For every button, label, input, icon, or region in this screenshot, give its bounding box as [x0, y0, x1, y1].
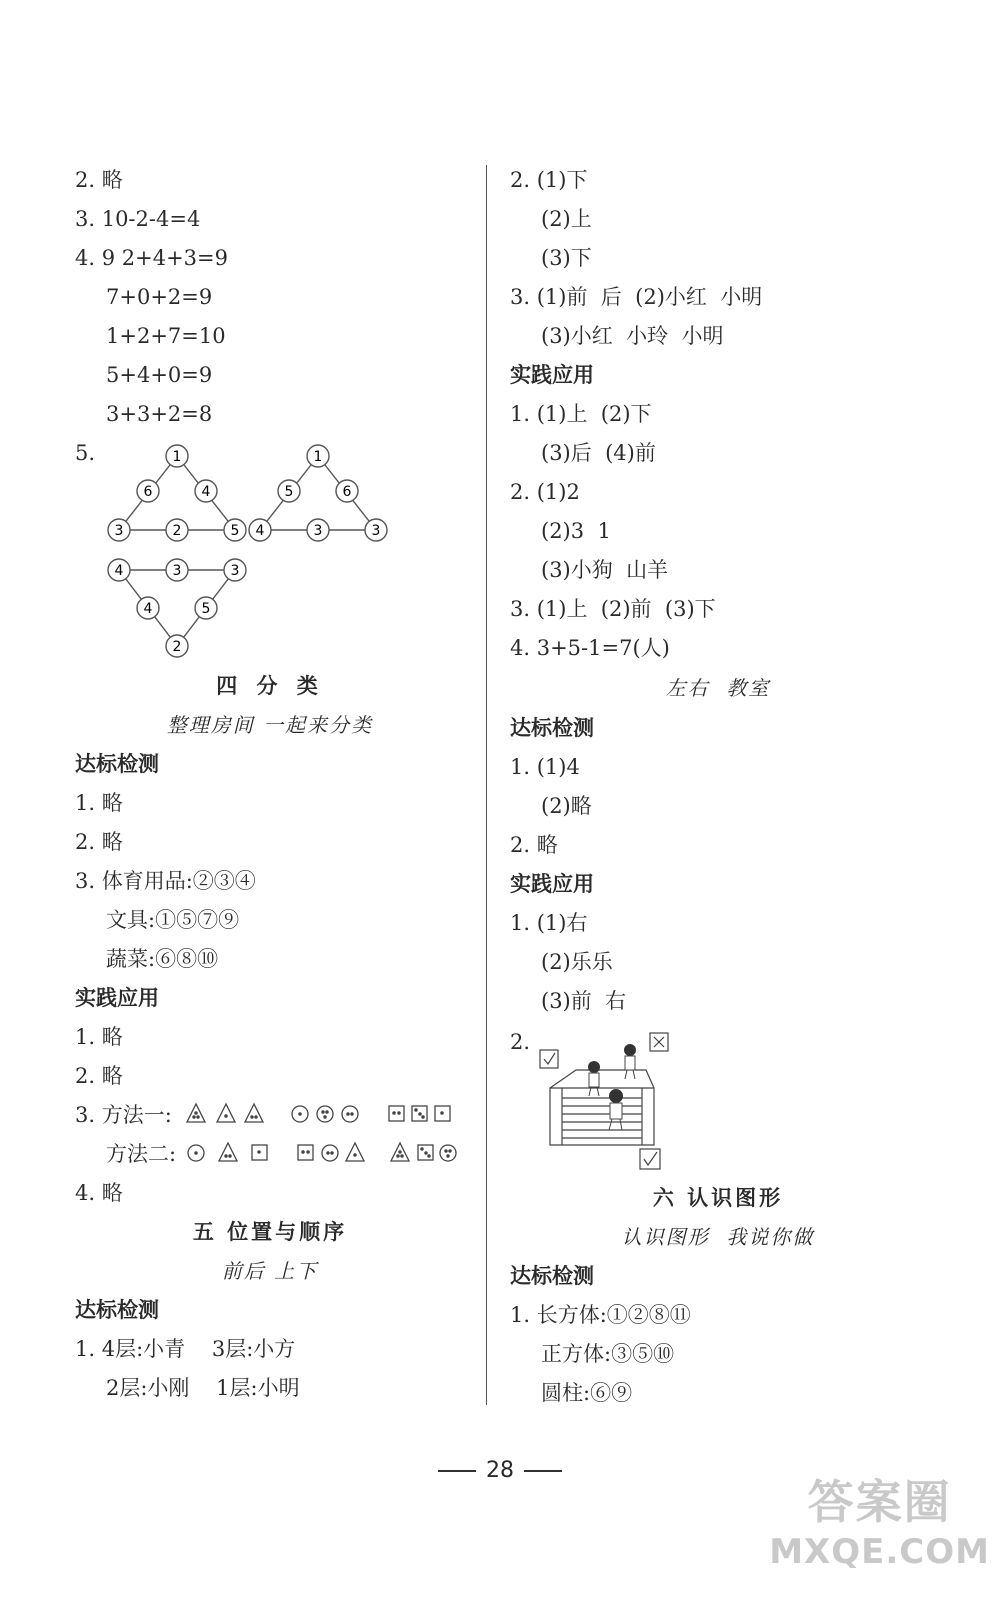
svg-text:3: 3 [313, 523, 323, 539]
circle-dot-icon [342, 1106, 358, 1122]
triangle-dot-icon [217, 1104, 235, 1122]
number-node [166, 635, 188, 657]
lesson-title: 左右 教室 [665, 676, 771, 700]
triangle-3 [108, 559, 246, 657]
section-heading: 实践应用 [510, 872, 594, 896]
number-node [108, 519, 130, 541]
svg-text:4: 4 [114, 563, 124, 579]
column-divider [486, 165, 487, 1405]
section-heading: 实践应用 [75, 986, 159, 1010]
footer-dash [524, 1470, 562, 1472]
answer-line: 1. 长方体:①②⑧⑪ [510, 1303, 691, 1327]
number-node [307, 445, 329, 467]
triangle-dot-icon [219, 1143, 237, 1161]
answer-line: 2. 略 [75, 830, 123, 854]
answer-line: 2. [510, 1030, 531, 1054]
number-node [336, 480, 358, 502]
svg-text:6: 6 [342, 484, 352, 500]
number-node [137, 480, 159, 502]
answer-line: (3)小红 小玲 小明 [541, 324, 724, 348]
child-figure [624, 1044, 636, 1079]
child-figure [588, 1061, 600, 1096]
shape-groups-method-2 [186, 1139, 461, 1169]
number-node [224, 519, 246, 541]
svg-text:5: 5 [201, 601, 211, 617]
answer-line: (2)略 [541, 794, 592, 818]
number-node [307, 519, 329, 541]
watermark-url: MXQE.COM [769, 1532, 990, 1572]
triangle-dots-icon [187, 1104, 205, 1122]
circle-dot-icon [292, 1106, 308, 1122]
section-heading: 达标检测 [75, 752, 159, 776]
circle-dot-icon [440, 1145, 456, 1161]
answer-line: 1. 略 [75, 1025, 123, 1049]
footer-dash [438, 1470, 476, 1472]
answer-line: (2)乐乐 [541, 950, 613, 974]
square-dot-icon [412, 1106, 427, 1121]
page-number: 28 [486, 1458, 514, 1483]
chapter-title: 四 分 类 [216, 674, 324, 698]
svg-text:4: 4 [201, 484, 211, 500]
answer-line: 1+2+7=10 [106, 324, 226, 348]
triangle-2 [249, 445, 387, 541]
answer-line: (3)小狗 山羊 [541, 558, 669, 582]
number-node [166, 445, 188, 467]
circle-dot-icon [317, 1106, 333, 1122]
square-dot-icon [418, 1145, 433, 1160]
left-column [0, 0, 460, 1600]
answer-line: 3. (1)前 后 (2)小红 小明 [510, 285, 763, 309]
answer-line: 方法二: [106, 1142, 177, 1166]
svg-text:2: 2 [172, 523, 182, 539]
answer-line: 3. 体育用品:②③④ [75, 869, 256, 893]
number-node [166, 559, 188, 581]
number-node [365, 519, 387, 541]
answer-line: (3)下 [541, 246, 592, 270]
watermark-logo [769, 1466, 990, 1572]
answer-line: 3. 方法一: [75, 1103, 172, 1127]
answer-line: 5+4+0=9 [106, 363, 213, 387]
answer-line: 2. (1)下 [510, 168, 588, 192]
answer-line: 2. 略 [510, 833, 558, 857]
answer-line: 3. (1)上 (2)前 (3)下 [510, 597, 716, 621]
number-node [224, 559, 246, 581]
number-node [195, 597, 217, 619]
circle-dot-icon [322, 1145, 338, 1161]
svg-text:3: 3 [371, 523, 381, 539]
answer-line: 2. 略 [75, 168, 123, 192]
answer-line: 1. 略 [75, 791, 123, 815]
triangle-dots-icon [391, 1143, 409, 1161]
lesson-title: 整理房间 一起来分类 [166, 713, 374, 737]
answer-line: (3)前 右 [541, 989, 627, 1013]
chapter-title: 五 位置与顺序 [192, 1220, 348, 1244]
svg-text:3: 3 [172, 563, 182, 579]
chapter-title: 六 认识图形 [652, 1186, 784, 1210]
watermark-text: 答案圈 [807, 1475, 952, 1529]
answer-line: (2)3 1 [541, 519, 611, 543]
circle-dot-icon [188, 1145, 204, 1161]
svg-text:3: 3 [230, 563, 240, 579]
staircase-illustration [536, 1030, 686, 1175]
svg-text:5: 5 [230, 523, 240, 539]
answer-line: 2. 略 [75, 1064, 123, 1088]
svg-text:4: 4 [255, 523, 265, 539]
svg-text:2: 2 [172, 639, 182, 655]
answer-line: (3)后 (4)前 [541, 441, 656, 465]
number-node [166, 519, 188, 541]
number-node [137, 597, 159, 619]
answer-line: 4. 略 [75, 1181, 123, 1205]
answer-line: 正方体:③⑤⑩ [541, 1342, 675, 1366]
answer-line: 文具:①⑤⑦⑨ [106, 908, 240, 932]
answer-line: (2)上 [541, 207, 592, 231]
answer-line: 1. 4层:小青 3层:小方 [75, 1337, 296, 1361]
child-figure [609, 1089, 623, 1130]
right-column [488, 0, 988, 1600]
section-heading: 实践应用 [510, 363, 594, 387]
svg-text:4: 4 [143, 601, 153, 617]
lesson-title: 认识图形 我说你做 [621, 1225, 815, 1249]
triangle-1 [108, 445, 246, 541]
answer-line: 5. [75, 441, 96, 465]
shape-groups-method-1 [186, 1100, 456, 1130]
square-dot-icon [298, 1145, 313, 1160]
number-triangles-figure [100, 436, 400, 666]
section-heading: 达标检测 [75, 1298, 159, 1322]
svg-text:5: 5 [284, 484, 294, 500]
check-box [540, 1050, 558, 1068]
answer-line: 1. (1)4 [510, 755, 580, 779]
lesson-title: 前后 上下 [221, 1259, 319, 1283]
svg-text:1: 1 [172, 449, 182, 465]
answer-line: 2. (1)2 [510, 480, 580, 504]
answer-line: 3+3+2=8 [106, 402, 213, 426]
answer-line: 1. (1)右 [510, 911, 588, 935]
answer-line: 圆柱:⑥⑨ [541, 1381, 633, 1405]
answer-line: 蔬菜:⑥⑧⑩ [106, 947, 219, 971]
number-node [249, 519, 271, 541]
square-dot-icon [389, 1106, 404, 1121]
answer-line: 1. (1)上 (2)下 [510, 402, 652, 426]
svg-text:6: 6 [143, 484, 153, 500]
number-node [278, 480, 300, 502]
triangle-dot-icon [245, 1104, 263, 1122]
answer-line: 2层:小刚 1层:小明 [106, 1376, 300, 1400]
svg-text:1: 1 [313, 449, 323, 465]
square-dot-icon [435, 1106, 450, 1121]
square-dot-icon [252, 1145, 267, 1160]
number-node [195, 480, 217, 502]
svg-text:3: 3 [114, 523, 124, 539]
section-heading: 达标检测 [510, 716, 594, 740]
answer-line: 3. 10-2-4=4 [75, 207, 201, 231]
triangle-dot-icon [346, 1143, 364, 1161]
number-node [108, 559, 130, 581]
answer-line: 7+0+2=9 [106, 285, 213, 309]
answer-line: 4. 3+5-1=7(人) [510, 636, 670, 660]
answer-line: 4. 9 2+4+3=9 [75, 246, 228, 270]
section-heading: 达标检测 [510, 1264, 594, 1288]
